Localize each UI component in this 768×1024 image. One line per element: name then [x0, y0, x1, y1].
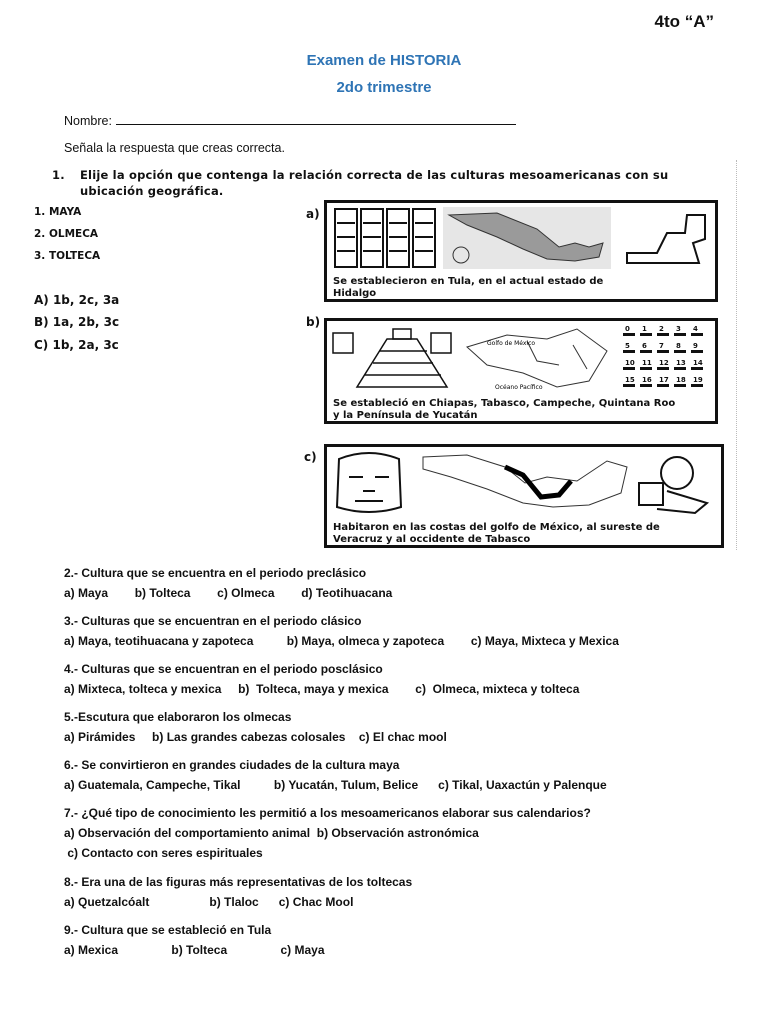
maya-region-map-icon [467, 329, 607, 387]
maya-numeral-bar [691, 367, 703, 370]
answer[interactable]: a) Mexica [64, 943, 119, 957]
question-9 [64, 920, 325, 960]
maya-numeral-bar [623, 367, 635, 370]
toltec-atlantes-map-illustration [327, 203, 715, 273]
question-4-answers [64, 679, 579, 699]
mexico-map-icon [443, 207, 611, 269]
instruction: Señala la respuesta que creas correcta. [64, 141, 285, 155]
answer[interactable]: a) Pirámides [64, 730, 136, 744]
culture-tolteca: 3. TOLTECA [34, 250, 101, 262]
olmec-figure-icon [639, 457, 707, 513]
box-a-caption-line2: Hidalgo [333, 288, 377, 299]
answer[interactable]: b) Tolteca, maya y mexica [238, 682, 389, 696]
box-a-caption-line1: Se establecieron en Tula, en el actual estado de [333, 276, 604, 287]
name-row [64, 112, 516, 128]
answer[interactable]: b) Observación astronómica [316, 826, 479, 840]
question-7 [64, 803, 591, 863]
box-c-caption-line2: Veracruz y al occidente de Tabasco [333, 534, 531, 545]
answer[interactable]: c) Chac Mool [278, 895, 354, 909]
answer[interactable]: c) Contacto con seres espirituales [64, 846, 263, 860]
maya-numeral-bar [691, 384, 703, 387]
maya-mask-icon [333, 333, 451, 353]
atlantes-icon [335, 209, 435, 267]
maya-numeral-label: 0 [625, 325, 630, 333]
maya-numeral-bar [674, 350, 686, 353]
answer[interactable]: c) Maya, Mixteca y Mexica [470, 634, 619, 648]
question-9-answers [64, 940, 325, 960]
exam-title: Examen de HISTORIA [306, 52, 462, 69]
maya-numeral-label: 2 [659, 325, 664, 333]
question-2 [64, 563, 392, 603]
answer[interactable]: a) Quetzalcóalt [64, 895, 150, 909]
maya-numeral-bar [657, 350, 669, 353]
maya-numeral-label: 14 [693, 359, 703, 367]
question-4 [64, 659, 579, 699]
answer[interactable]: b) Tolteca [171, 943, 228, 957]
maya-pyramid-map-illustration [327, 321, 715, 393]
q1-option-c[interactable]: C) 1b, 2a, 3c [34, 338, 119, 352]
maya-numeral-bar [691, 350, 703, 353]
maya-numeral-label: 11 [642, 359, 652, 367]
question-5 [64, 707, 447, 747]
gulf-label: Golfo de México [487, 340, 536, 347]
name-blank-line [116, 112, 516, 125]
chac-mool-icon [627, 215, 705, 263]
question-8-answers [64, 892, 412, 912]
maya-numerals-icon [623, 325, 703, 387]
answer[interactable]: b) Tolteca [134, 586, 191, 600]
maya-numeral-bar [674, 333, 686, 336]
question-7-text: 7.- ¿Qué tipo de conocimiento les permitió a los mesoamericanos elaborar sus calendarios? [64, 806, 591, 820]
maya-numeral-label: 5 [625, 342, 630, 350]
maya-numeral-label: 1 [642, 325, 647, 333]
answer[interactable]: c) Maya [280, 943, 325, 957]
olmec-head-map-illustration [327, 447, 721, 517]
box-b-caption-line2: y la Península de Yucatán [333, 410, 478, 421]
question-3 [64, 611, 619, 651]
maya-numeral-label: 16 [642, 376, 652, 384]
answer[interactable]: b) Maya, olmeca y zapoteca [286, 634, 445, 648]
maya-numeral-bar [674, 367, 686, 370]
question-2-answers [64, 583, 392, 603]
maya-numeral-bar [623, 384, 635, 387]
maya-numeral-bar [657, 333, 669, 336]
maya-numeral-label: 9 [693, 342, 698, 350]
answer[interactable]: c) Tikal, Uaxactún y Palenque [438, 778, 607, 792]
answer[interactable]: a) Mixteca, tolteca y mexica [64, 682, 222, 696]
culture-olmeca: 2. OLMECA [34, 228, 99, 240]
question-7-answers [64, 823, 591, 843]
maya-numeral-label: 13 [676, 359, 686, 367]
maya-numeral-label: 12 [659, 359, 669, 367]
maya-numeral-label: 15 [625, 376, 635, 384]
maya-numeral-bar [640, 350, 652, 353]
question-6 [64, 755, 607, 795]
maya-numeral-bar [657, 384, 669, 387]
culture-maya: 1. MAYA [34, 206, 82, 218]
q1-option-b[interactable]: B) 1a, 2b, 3c [34, 315, 120, 329]
q1-option-a[interactable]: A) 1b, 2c, 3a [34, 293, 120, 307]
box-a-letter: a) [306, 207, 320, 221]
question-5-answers [64, 727, 447, 747]
answer[interactable]: c) Olmeca, mixteca y tolteca [415, 682, 580, 696]
maya-numeral-bar [640, 384, 652, 387]
olmec-head-icon [337, 453, 401, 512]
q1-number: 1. [52, 168, 65, 182]
maya-numeral-bar [657, 367, 669, 370]
maya-numeral-label: 10 [625, 359, 635, 367]
name-label: Nombre: [64, 114, 112, 128]
answer[interactable]: c) Olmeca [217, 586, 275, 600]
grade-label: 4to “A” [654, 12, 714, 31]
q1-text-line2: ubicación geográfica. [80, 184, 224, 198]
maya-numeral-bar [640, 333, 652, 336]
pacific-label: Océano Pacífico [495, 384, 543, 391]
answer[interactable]: a) Guatemala, Campeche, Tikal [64, 778, 241, 792]
answer[interactable]: b) Yucatán, Tulum, Belice [273, 778, 419, 792]
pyramid-icon [357, 329, 447, 387]
maya-numeral-label: 7 [659, 342, 664, 350]
image-box-c [324, 444, 724, 548]
maya-numeral-bar [623, 333, 635, 336]
scan-edge-dots [736, 160, 741, 550]
answer[interactable]: a) Observación del comportamiento animal [64, 826, 311, 840]
exam-subtitle: 2do trimestre [336, 79, 432, 96]
olmec-region-map-icon [423, 455, 627, 507]
maya-numeral-label: 4 [693, 325, 698, 333]
box-b-letter: b) [306, 315, 321, 329]
maya-numeral-bar [674, 384, 686, 387]
question-3-text: 3.- Culturas que se encuentran en el periodo clásico [64, 614, 362, 628]
q1-text-line1: Elije la opción que contenga la relación correcta de las culturas mesoamericanas con su [80, 168, 669, 182]
answer[interactable]: b) Las grandes cabezas colosales [152, 730, 346, 744]
answer[interactable]: b) Tlaloc [209, 895, 259, 909]
question-5-text: 5.-Escutura que elaboraron los olmecas [64, 710, 292, 724]
maya-numeral-label: 19 [693, 376, 703, 384]
question-3-answers [64, 631, 619, 651]
question-2-text: 2.- Cultura que se encuentra en el periodo preclásico [64, 566, 367, 580]
maya-numeral-bar [691, 333, 703, 336]
box-c-caption-line1: Habitaron en las costas del golfo de México, al sureste de [333, 522, 660, 533]
maya-numeral-label: 17 [659, 376, 669, 384]
question-9-text: 9.- Cultura que se estableció en Tula [64, 923, 272, 937]
maya-numeral-label: 3 [676, 325, 681, 333]
question-8-text: 8.- Era una de las figuras más representativas de los toltecas [64, 875, 413, 889]
maya-numeral-label: 8 [676, 342, 681, 350]
maya-numeral-label: 18 [676, 376, 686, 384]
maya-numeral-bar [623, 350, 635, 353]
question-4-text: 4.- Culturas que se encuentran en el periodo posclásico [64, 662, 383, 676]
question-8 [64, 872, 412, 912]
box-c-letter: c) [304, 450, 317, 464]
answer[interactable]: d) Teotihuacana [301, 586, 393, 600]
answer[interactable]: a) Maya [64, 586, 109, 600]
question-6-answers [64, 775, 607, 795]
image-box-b [324, 318, 718, 424]
maya-numeral-label: 6 [642, 342, 647, 350]
image-box-a [324, 200, 718, 302]
answer[interactable]: c) El chac mool [358, 730, 447, 744]
box-b-caption-line1: Se estableció en Chiapas, Tabasco, Campeche, Quintana Roo [333, 398, 676, 409]
maya-numeral-bar [640, 367, 652, 370]
question-6-text: 6.- Se convirtieron en grandes ciudades de la cultura maya [64, 758, 400, 772]
answer[interactable]: a) Maya, teotihuacana y zapoteca [64, 634, 254, 648]
